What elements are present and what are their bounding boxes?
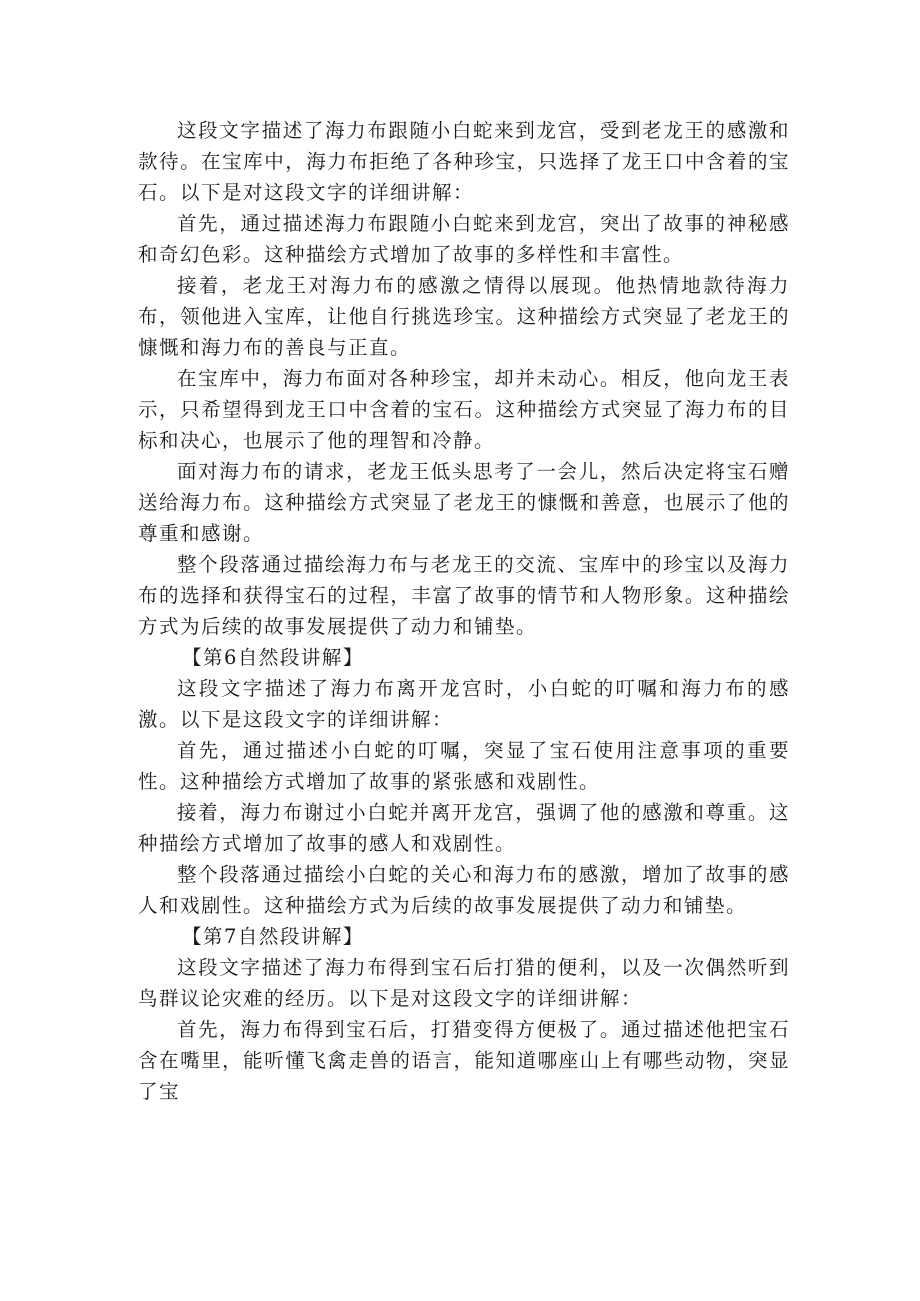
- paragraph: 接着，海力布谢过小白蛇并离开龙宫，强调了他的感激和尊重。这种描绘方式增加了故事的感人和戏剧性。: [138, 801, 790, 855]
- paragraph: 在宝库中，海力布面对各种珍宝，却并未动心。相反，他向龙王表示，只希望得到龙王口中含着的宝石。这种描绘方式突显了海力布的目标和决心，也展示了他的理智和冷静。: [138, 367, 790, 452]
- paragraph: 首先，通过描述海力布跟随小白蛇来到龙宫，突出了故事的神秘感和奇幻色彩。这种描绘方式增加了故事的多样性和丰富性。: [138, 212, 790, 266]
- paragraph: 接着，老龙王对海力布的感激之情得以展现。他热情地款待海力布，领他进入宝库，让他自行挑选珍宝。这种描绘方式突显了老龙王的慷慨和海力布的善良与正直。: [138, 274, 790, 359]
- paragraph: 整个段落通过描绘海力布与老龙王的交流、宝库中的珍宝以及海力布的选择和获得宝石的过程，丰富了故事的情节和人物形象。这种描绘方式为后续的故事发展提供了动力和铺垫。: [138, 553, 790, 638]
- paragraph: 整个段落通过描绘小白蛇的关心和海力布的感激，增加了故事的感人和戏剧性。这种描绘方式为后续的故事发展提供了动力和铺垫。: [138, 863, 790, 917]
- paragraph: 面对海力布的请求，老龙王低头思考了一会儿，然后决定将宝石赠送给海力布。这种描绘方式突显了老龙王的慷慨和善意，也展示了他的尊重和感谢。: [138, 460, 790, 545]
- document-body: [138, 115, 790, 1107]
- paragraph: 首先，海力布得到宝石后，打猎变得方便极了。通过描述他把宝石含在嘴里，能听懂飞禽走兽的语言，能知道哪座山上有哪些动物，突显了宝: [138, 1018, 790, 1103]
- section-heading: 【第7自然段讲解】: [182, 925, 364, 948]
- paragraph: 这段文字描述了海力布离开龙宫时，小白蛇的叮嘱和海力布的感激。以下是这段文字的详细讲解：: [138, 677, 790, 731]
- paragraph: 首先，通过描述小白蛇的叮嘱，突显了宝石使用注意事项的重要性。这种描绘方式增加了故事的紧张感和戏剧性。: [138, 739, 790, 793]
- paragraph: 这段文字描述了海力布跟随小白蛇来到龙宫，受到老龙王的感激和款待。在宝库中，海力布拒绝了各种珍宝，只选择了龙王口中含着的宝石。以下是对这段文字的详细讲解：: [138, 119, 790, 204]
- section-heading: 【第6自然段讲解】: [182, 646, 364, 669]
- paragraph: 这段文字描述了海力布得到宝石后打猎的便利，以及一次偶然听到鸟群议论灾难的经历。以下是对这段文字的详细讲解：: [138, 956, 790, 1010]
